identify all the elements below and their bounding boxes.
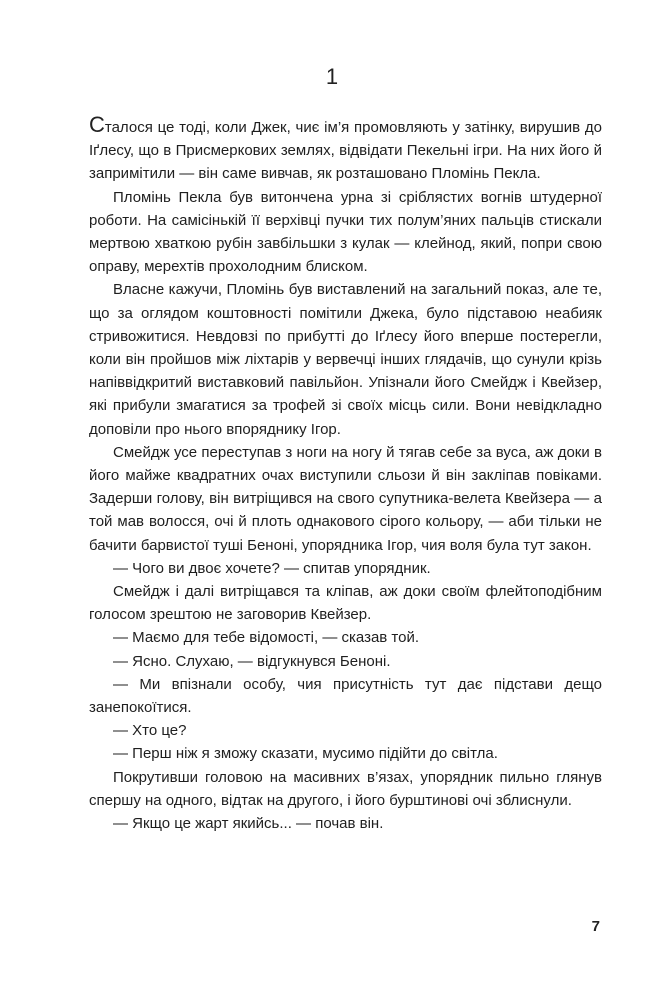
paragraph: Власне кажучи, Пломінь був виставлений на загальний показ, але те, що за оглядом коштовності помітили Джека, було підставою неабияк стривожитися. Невдовзі по прибутті до Іґлесу його вперше постерегли, коли він пройшов між ліхтарів у вервечці інших глядачів, що сунули крізь напіввідкритий виставковий павільйон. Упізнали його Смейдж і Квейзер, які прибули змагатися за трофей зі своїх місць сили. Вони невідкладно доповіли про нього впоряднику Ігор. [89, 281, 602, 438]
chapter-number: 1 [325, 64, 339, 89]
drop-cap: С [89, 112, 105, 137]
dialogue-line: — Хто це? [113, 722, 187, 740]
dialogue-line: — Ми впізнали особу, чия присутність тут дає підстави дещо занепокоїтися. [89, 675, 602, 717]
dialogue-line: — Ясно. Слухаю, — відгукнувся Беноні. [113, 652, 391, 670]
dialogue-line: — Маємо для тебе відомості, — сказав той. [113, 629, 420, 647]
paragraph: Смейдж і далі витріщався та кліпав, аж доки своїм флейтоподібним голосом зрештою не заговорив Квейзер. [89, 583, 602, 624]
dialogue-line: — Перш ніж я зможу сказати, мусимо підійти до світла. [113, 745, 498, 763]
dialogue-line: — Якщо це жарт якийсь... — почав він. [113, 815, 384, 833]
chapter-text [89, 112, 602, 835]
paragraph: Покрутивши головою на масивних в’язах, упорядник пильно глянув спершу на одного, відтак на другого, і його бурштинові очі зблиснули. [89, 768, 602, 809]
dialogue-line: — Чого ви двоє хочете? — спитав упорядник. [113, 559, 431, 577]
paragraph: Пломінь Пекла був витончена урна зі сріблястих вогнів штудерної роботи. На самісінькій її верхівці пучки тих полум’яних пальців стискали мертвою хваткою рубін завбільшки з кулак — клейнод, який, попри свою оправу, мерехтів прохолодним блиском. [89, 188, 602, 276]
paragraph-text: талося це тоді, коли Джек, чиє ім’я промовляють у затінку, вирушив до Іґлесу, що в Присмеркових землях, відвідати Пекельні ігри. На них його й запримітили — він саме вивчав, як розташовано Пломінь Пекла. [89, 119, 602, 183]
paragraph [89, 112, 602, 186]
paragraph: Смейдж усе переступав з ноги на ногу й тягав себе за вуса, аж доки в його майже квадратних очах виступили сльози й він закліпав повіками. Задерши голову, він витріщився на свого супутника-велета Квейзера — а той мав волосся, очі й плоть однакового сірого кольору, — аби тільки не бачити барвистої туші Беноні, упорядника Ігор, чия воля була тут закон. [89, 443, 602, 554]
page-number: 7 [591, 918, 600, 935]
